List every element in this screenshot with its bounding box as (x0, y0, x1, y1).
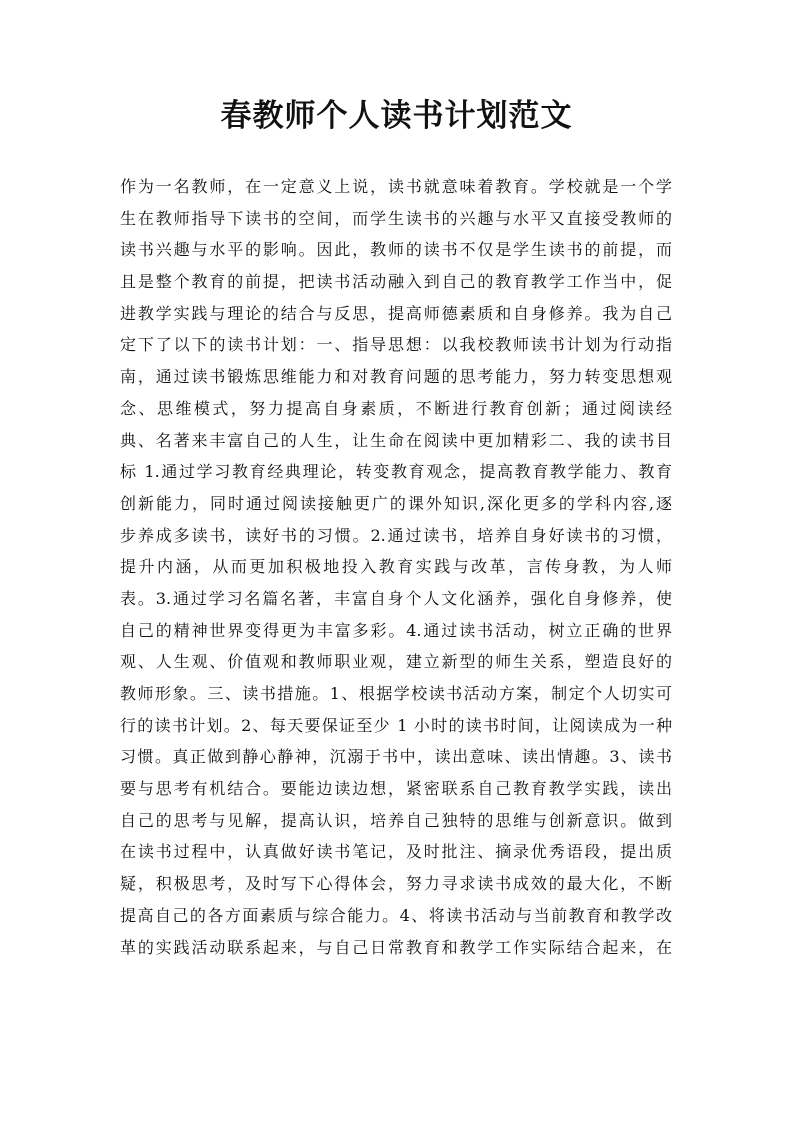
body-line: 自己的思考与见解，提高认识，培养自己独特的思维与创新意识。做到 (120, 810, 672, 830)
body-line: 念、思维模式，努力提高自身素质，不断进行教育创新；通过阅读经 (120, 398, 672, 418)
body-line: 教师形象。三、读书措施。1、根据学校读书活动方案，制定个人切实可 (120, 684, 672, 703)
body-line: 读书兴趣与水平的影响。因此，教师的读书不仅是学生读书的前提，而 (120, 240, 672, 260)
body-line: 革的实践活动联系起来，与自己日常教育和教学工作实际结合起来，在 (120, 937, 672, 957)
body-line: 步养成多读书，读好书的习惯。2.通过读书，培养自身好读书的习惯， (120, 525, 672, 545)
body-line: 在读书过程中，认真做好读书笔记，及时批注、摘录优秀语段，提出质 (120, 842, 672, 862)
body-line: 标 1.通过学习教育经典理论，转变教育观念，提高教育教学能力、教育 (120, 462, 672, 482)
body-line: 且是整个教育的前提，把读书活动融入到自己的教育教学工作当中，促 (120, 272, 672, 292)
body-line: 创新能力，同时通过阅读接触更广的课外知识,深化更多的学科内容,逐 (120, 493, 672, 513)
body-text (120, 171, 672, 963)
body-line: 生在教师指导下读书的空间，而学生读书的兴趣与水平又直接受教师的 (120, 208, 672, 228)
body-line: 表。3.通过学习名篇名著，丰富自身个人文化涵养，强化自身修养，使 (120, 588, 672, 608)
body-line: 进教学实践与理论的结合与反思，提高师德素质和自身修养。我为自己 (120, 303, 672, 323)
body-line: 习惯。真正做到静心静神，沉溺于书中，读出意味、读出情趣。3、读书 (120, 747, 672, 767)
body-line: 典、名著来丰富自己的人生，让生命在阅读中更加精彩二、我的读书目 (120, 430, 672, 450)
page-title: 春教师个人读书计划范文 (220, 98, 573, 134)
body-line: 行的读书计划。2、每天要保证至少 1 小时的读书时间，让阅读成为一种 (120, 715, 672, 735)
body-line: 作为一名教师，在一定意义上说，读书就意味着教育。学校就是一个学 (120, 177, 672, 196)
body-line: 自己的精神世界变得更为丰富多彩。4.通过读书活动，树立正确的世界 (120, 620, 672, 640)
body-line: 要与思考有机结合。要能边读边想，紧密联系自己教育教学实践，读出 (120, 779, 672, 799)
body-line: 提高自己的各方面素质与综合能力。4、将读书活动与当前教育和教学改 (120, 905, 672, 925)
body-line: 定下了以下的读书计划：一、指导思想：以我校教师读书计划为行动指 (120, 335, 672, 355)
body-line: 提升内涵，从而更加积极地投入教育实践与改革，言传身教，为人师 (120, 557, 672, 577)
body-line: 疑，积极思考，及时写下心得体会，努力寻求读书成效的最大化，不断 (120, 874, 672, 894)
body-line: 观、人生观、价值观和教师职业观，建立新型的师生关系，塑造良好的 (120, 652, 672, 672)
body-line: 南，通过读书锻炼思维能力和对教育问题的思考能力，努力转变思想观 (120, 367, 672, 387)
